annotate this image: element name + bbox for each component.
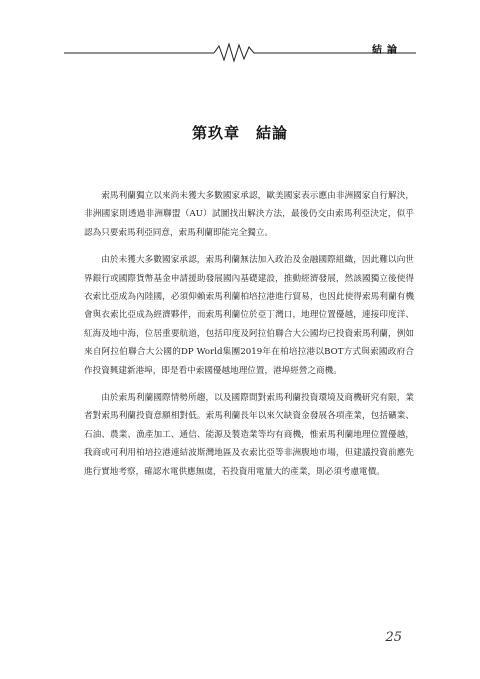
paragraph-1: 索馬利蘭獨立以來尚未獲大多數國家承認，歐美國家表示應由非洲國家自行解決，非洲國家則透過非洲聯盟（AU）試圖找出解決方法，最後仍交由索馬利亞決定，似乎認為只要索馬利亞同意，索馬利蘭即能完全獨立。: [84, 191, 414, 238]
body-text: [84, 187, 414, 490]
page-number: 25: [385, 630, 402, 645]
running-header: [64, 40, 416, 64]
header-label: 結論: [372, 45, 402, 56]
paragraph-3: 由於索馬利蘭國際情勢所趨，以及國際間對索馬利蘭投資環境及商機研究有限，業者對索馬利蘭投資意願相對低。索馬利蘭長年以來欠缺資金發展各項產業，包括礦業、石油、農業、漁產加工、通信、能源及製造業等均有商機，惟索馬利蘭地理位置優越，我商或可利用柏培拉港連結波斯灣地區及衣索比亞等非洲腹地市場，但建議投資前應先進行實地考察，確認水電供應無虞，若投資用電量大的產業，則必須考慮電價。: [84, 393, 414, 477]
paragraph-2: 由於未獲大多數國家承認，索馬利蘭無法加入政治及金融國際組織，因此難以向世界銀行或國際貨幣基金申請援助發展國內基礎建設，推動經濟發展，然該國獨立後使得衣索比亞成為內陸國，必須仰賴索馬利蘭柏培拉港進行貿易，也因此使得索馬利蘭有機會與衣索比亞成為經濟夥伴，而索馬利蘭位於亞丁灣口，地理位置優越，連接印度洋、紅海及地中海，位居重要航道，包括印度及阿拉伯聯合大公國均已投資索馬利蘭，例如來自阿拉伯聯合大公國的DP World集團2019年在柏培拉港以BOT方式與索國政府合作投資興建新港埠，即是看中索國優越地理位置，港埠經營之商機。: [84, 255, 414, 376]
chapter-title: 第玖章 結論: [191, 124, 288, 142]
header-wave-rule: [64, 40, 416, 64]
